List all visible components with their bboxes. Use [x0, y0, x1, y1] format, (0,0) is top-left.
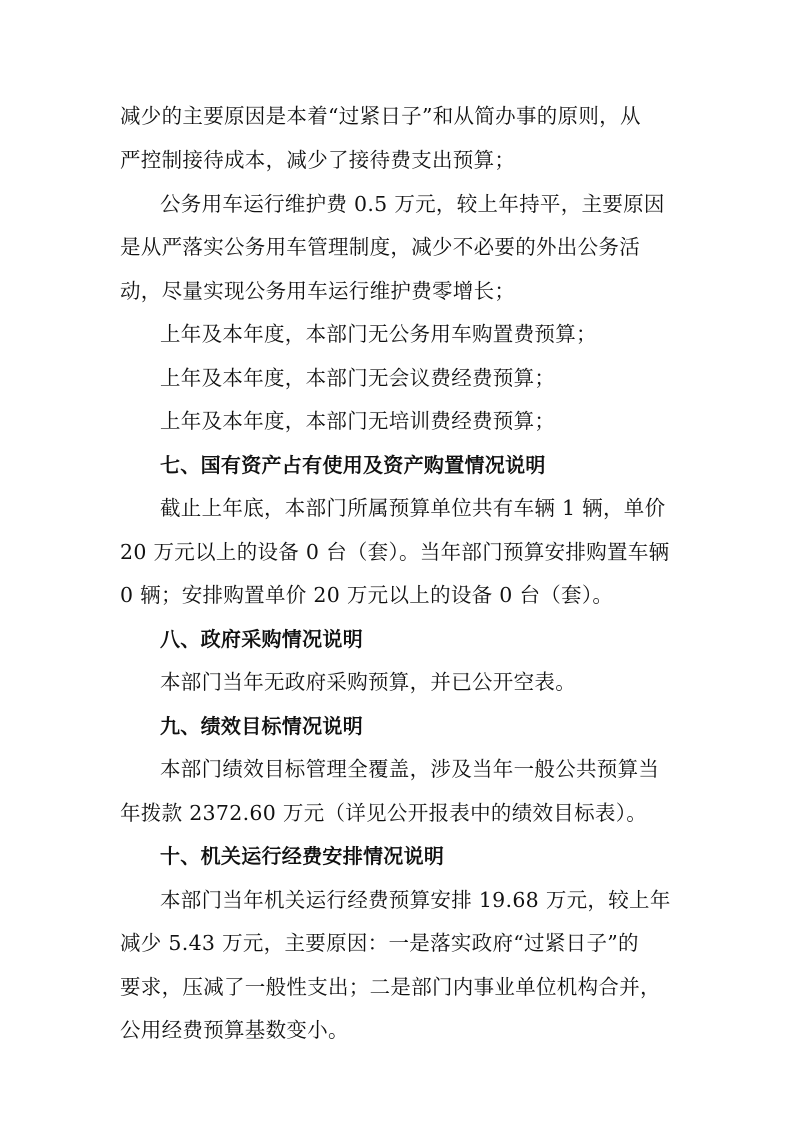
body-text-line: 动，尽量实现公务用车运行维护费零增长；: [120, 279, 516, 303]
section-heading-7: 七、国有资产占有使用及资产购置情况说明: [160, 453, 546, 477]
body-text-line: 上年及本年度，本部门无培训费经费预算；: [160, 409, 556, 433]
body-text-line: 0 辆；安排购置单价 20 万元以上的设备 0 台（套）。: [120, 583, 614, 607]
section-heading-8: 八、政府采购情况说明: [160, 627, 363, 651]
body-text-line: 本部门当年机关运行经费预算安排 19.68 万元，较上年: [160, 888, 671, 912]
body-text-line: 本部门绩效目标管理全覆盖，涉及当年一般公共预算当: [160, 757, 660, 781]
body-text-line: 严控制接待成本，减少了接待费支出预算；: [120, 148, 516, 172]
body-text-line: 年拨款 2372.60 万元（详见公开报表中的绩效目标表）。: [120, 801, 648, 825]
section-heading-10: 十、机关运行经费安排情况说明: [160, 844, 445, 868]
body-text-line: 截止上年底，本部门所属预算单位共有车辆 1 辆，单价: [160, 496, 666, 520]
body-text-line: 要求，压减了一般性支出；二是部门内事业单位机构合并，: [120, 975, 661, 999]
body-text-line: 本部门当年无政府采购预算，并已公开空表。: [160, 670, 576, 694]
section-heading-9: 九、绩效目标情况说明: [160, 714, 363, 738]
body-text-line: 公务用车运行维护费 0.5 万元，较上年持平，主要原因: [160, 192, 665, 216]
body-text-line: 减少的主要原因是本着“过紧日子”和从简办事的原则，从: [120, 104, 641, 128]
body-text-line: 公用经费预算基数变小。: [120, 1018, 349, 1042]
body-text-line: 20 万元以上的设备 0 台（套）。当年部门预算安排购置车辆: [120, 540, 670, 564]
body-text-line: 减少 5.43 万元，主要原因：一是落实政府“过紧日子”的: [120, 931, 639, 955]
body-text-line: 是从严落实公务用车管理制度，减少不必要的外出公务活: [120, 235, 640, 259]
body-text-line: 上年及本年度，本部门无会议费经费预算；: [160, 366, 556, 390]
body-text-line: 上年及本年度，本部门无公务用车购置费预算；: [160, 322, 597, 346]
